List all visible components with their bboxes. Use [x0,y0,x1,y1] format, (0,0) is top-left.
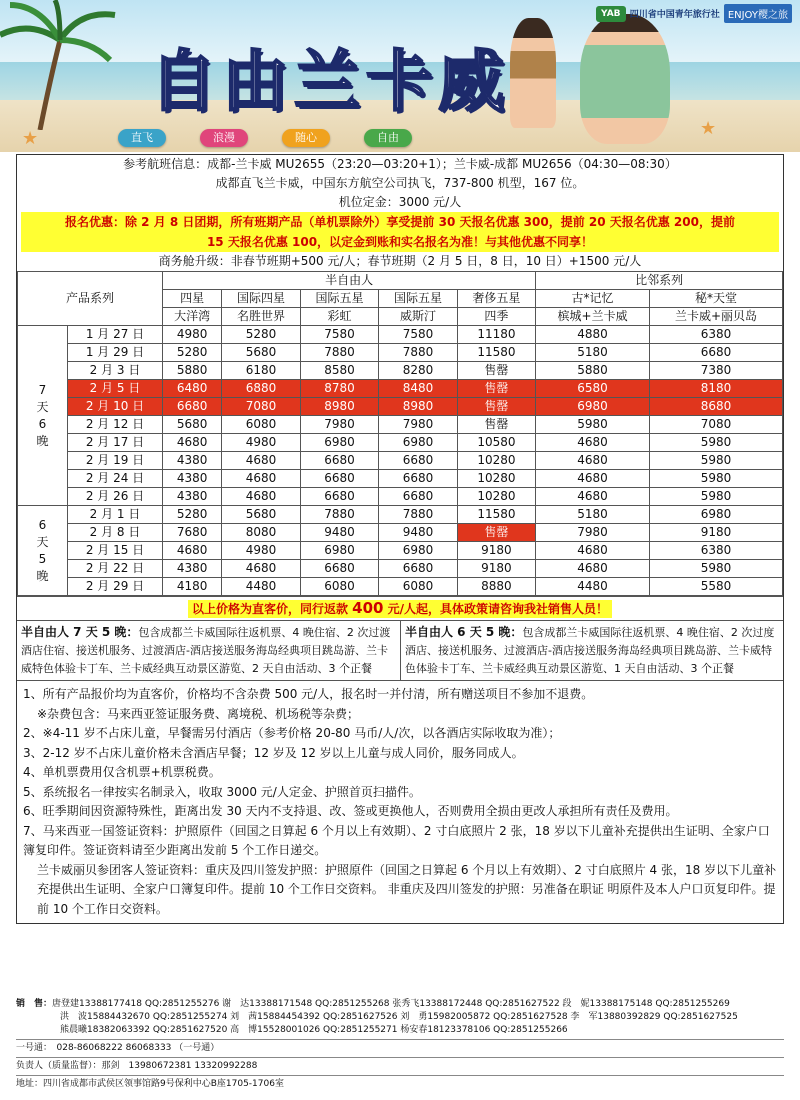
divider [16,1057,784,1058]
price-cell: 6680 [379,560,457,578]
price-cell: 8880 [457,578,535,596]
group-header-nearby: 比邻系列 [536,272,783,290]
manager-contact: 负责人（质量监督）：那剑 13980672381 13320992288 [16,1061,258,1071]
price-cell: 售罄 [457,380,535,398]
price-cell: 5280 [163,506,222,524]
price-note-highlight [188,600,612,618]
palm-tree-icon [0,0,120,130]
inclusions-7d-text: 包含成都兰卡威国际往返机票、4 晚住宿、2 次过渡酒店住宿、接送机服务、过渡酒店-酒店接送服务海岛经典项目跳岛游、兰卡威特色体验卡丁车、兰卡威经典互动景区游览、2 天自由活动、3 个正餐 [21,626,391,675]
price-row [18,578,783,596]
tag-romantic: 浪漫 [200,129,248,147]
hotel-header-line2: 兰卡威+丽贝岛 [649,308,782,326]
departure-date: 1 月 29 日 [68,344,163,362]
price-cell: 5680 [222,344,300,362]
price-cell: 6680 [379,488,457,506]
price-cell: 7980 [379,416,457,434]
term-item: 4、单机票费用仅含机票+机票税费。 [23,765,221,779]
price-cell: 8480 [379,380,457,398]
departure-date: 2 月 24 日 [68,470,163,488]
price-cell: 8980 [300,398,378,416]
duration-char: 5 [38,551,47,566]
price-cell: 4980 [163,326,222,344]
hotel-header-line2: 大洋湾 [163,308,222,326]
price-cell: 售罄 [457,524,535,542]
price-cell: 5280 [222,326,300,344]
price-cell: 4680 [163,434,222,452]
price-cell: 4680 [536,560,650,578]
price-cell: 5880 [536,362,650,380]
price-cell: 4480 [222,578,300,596]
price-cell: 6680 [300,470,378,488]
term-item: 3、2-12 岁不占床儿童价格未含酒店早餐；12 岁及 12 岁以上儿童与成人同价，服务同成人。 [23,745,524,760]
hotel-header-line1: 秘*天堂 [649,290,782,308]
price-row [18,560,783,578]
inclusions-7d [17,621,400,680]
price-cell: 9480 [300,524,378,542]
departure-date: 2 月 26 日 [68,488,163,506]
price-cell: 9480 [379,524,457,542]
promo-line-1: 报名优惠：除 2 月 8 日团期，所有班期产品（单机票除外）享受提前 30 天报名优惠 300，提前 20 天报名优惠 200，提前 [21,212,779,232]
price-cell: 5680 [163,416,222,434]
traveler-figure-dress [580,14,670,144]
price-cell: 4680 [222,470,300,488]
price-cell: 4680 [536,488,650,506]
price-cell: 6180 [222,362,300,380]
terms-section [17,680,783,923]
price-cell: 6080 [379,578,457,596]
traveler-figure [510,18,556,128]
price-row [18,452,783,470]
departure-date: 2 月 5 日 [68,380,163,398]
price-cell: 4680 [536,452,650,470]
price-row [18,380,783,398]
price-cell: 8580 [300,362,378,380]
price-cell: 6380 [649,326,782,344]
enjoy-brand: ENJOY樱之旅 [724,4,792,23]
inclusions-6d-text: 包含成都兰卡威国际往返机票、4 晚住宿、2 次过度酒店、接送机服务、过渡酒店-酒店接送服务海岛经典项目跳岛游、兰卡威特色体验卡丁车、兰卡威经典互动景区游览、1 天自由活动、3 个正餐 [405,626,775,675]
hotel-header-line2: 四季 [457,308,535,326]
price-cell: 6680 [379,452,457,470]
price-cell: 7880 [300,344,378,362]
price-cell: 6080 [222,416,300,434]
duration-char: 天 [36,534,49,549]
departure-date: 2 月 17 日 [68,434,163,452]
hotel-header-line2: 槟城+兰卡威 [536,308,650,326]
hotel-header-line2: 威斯汀 [379,308,457,326]
price-cell: 4480 [536,578,650,596]
price-cell: 7080 [222,398,300,416]
price-cell: 8080 [222,524,300,542]
price-table [17,271,783,596]
price-cell: 7880 [379,344,457,362]
sales-row-1 [16,998,784,1011]
price-cell: 11580 [457,506,535,524]
price-row [18,398,783,416]
price-cell: 5580 [649,578,782,596]
sales-row-3: 熊晨曦18382063392 QQ:2851627520 高 博15528001026 QQ:2851255271 杨安春18123378106 QQ:2851255266 [60,1025,568,1035]
departure-date: 2 月 10 日 [68,398,163,416]
deposit-info-line: 机位定金：3000 元/人 [338,195,462,209]
hotel-header-line2: 名胜世界 [222,308,300,326]
inclusions-section [17,620,783,680]
price-cell: 7980 [536,524,650,542]
price-cell: 4880 [536,326,650,344]
price-cell: 8680 [649,398,782,416]
price-cell: 4380 [163,470,222,488]
sales-label: 销 售： [16,999,53,1009]
tag-direct: 直飞 [118,129,166,147]
price-row [18,524,783,542]
price-cell: 6680 [300,452,378,470]
agency-logo-mark: YAB [596,6,626,22]
price-cell: 6980 [536,398,650,416]
inclusions-6d [400,621,783,680]
duration-char: 天 [36,399,49,414]
price-cell: 8780 [300,380,378,398]
price-cell: 4680 [222,560,300,578]
price-cell: 7880 [379,506,457,524]
price-cell: 5980 [536,416,650,434]
term-item: 2、※4-11 岁不占床儿童，早餐需另付酒店（参考价格 20-80 马币/人/次，以各酒店实际收取为准）； [23,726,561,740]
price-cell: 售罄 [457,398,535,416]
header-banner [0,0,800,152]
term-item: 1、所有产品报价均为直客价，价格均不含杂费 500 元/人，报名时一并付清，所有赠送项目不参加不退费。 [23,687,594,701]
price-cell: 4980 [222,434,300,452]
price-row [18,362,783,380]
price-cell: 7380 [649,362,782,380]
rebate-amount: 400 [352,599,384,617]
page-title: 自由兰卡威 [150,43,510,120]
price-cell: 4180 [163,578,222,596]
price-cell: 6080 [300,578,378,596]
tag-free: 自由 [364,129,412,147]
duration-char: 6 [38,416,47,431]
price-cell: 4380 [163,488,222,506]
price-cell: 4680 [536,434,650,452]
price-cell: 4380 [163,560,222,578]
price-row [18,344,783,362]
price-note-after: 元/人起，具体政策请咨询我社销售人员！ [383,602,609,616]
hotline: 一号通： 028-86068222 86068333 （一号通） [16,1043,220,1053]
price-cell: 6580 [536,380,650,398]
feature-tags [118,129,412,147]
price-row [18,416,783,434]
inclusions-7d-title: 半自由人 7 天 5 晚： [21,625,139,639]
starfish-icon: ★ [22,128,39,149]
price-row [18,488,783,506]
price-cell: 11580 [457,344,535,362]
price-cell: 6980 [379,434,457,452]
price-cell: 4680 [536,470,650,488]
price-cell: 6680 [163,398,222,416]
price-cell: 6680 [300,488,378,506]
price-cell: 7580 [379,326,457,344]
price-cell: 4380 [163,452,222,470]
main-content [16,154,784,924]
price-cell: 6980 [379,542,457,560]
price-cell: 5180 [536,506,650,524]
price-cell: 6680 [379,470,457,488]
price-cell: 11180 [457,326,535,344]
price-row [18,542,783,560]
departure-date: 2 月 12 日 [68,416,163,434]
price-cell: 5980 [649,452,782,470]
term-item: 6、旺季期间因资源特殊性，距离出发 30 天内不支持退、改、签或更换他人，否则费用全损由更改人承担所有责任及费用。 [23,804,678,818]
address: 地址：四川省成都市武侯区领事馆路9号保利中心B座1705-1706室 [16,1079,284,1089]
price-cell: 6680 [649,344,782,362]
price-cell: 5180 [536,344,650,362]
price-row [18,506,783,524]
divider [16,1039,784,1040]
duration-char: 晚 [36,568,49,583]
price-row [18,470,783,488]
sales-contacts-1: 唐登建13388177418 QQ:2851255276 谢 达13388171548 QQ:2851255268 张秀飞13388172448 QQ:2851627522 段 妮13388175148 QQ:2851255269 [52,999,730,1009]
price-cell: 9180 [649,524,782,542]
price-cell: 10280 [457,470,535,488]
departure-date: 1 月 27 日 [68,326,163,344]
price-cell: 6880 [222,380,300,398]
departure-date: 2 月 1 日 [68,506,163,524]
duration-char: 7 [38,382,47,397]
inclusions-6d-title: 半自由人 6 天 5 晚： [405,625,523,639]
departure-date: 2 月 29 日 [68,578,163,596]
hotel-header-line1: 国际五星 [379,290,457,308]
price-cell: 10280 [457,452,535,470]
price-cell: 5880 [163,362,222,380]
group-header-self: 半自由人 [163,272,536,290]
duration-char: 晚 [36,433,49,448]
price-cell: 售罄 [457,362,535,380]
price-cell: 8180 [649,380,782,398]
series-header: 产品系列 [18,272,163,326]
price-note-before: 以上价格为直客价，同行返款 [191,602,353,616]
price-cell: 6980 [649,506,782,524]
price-cell: 6480 [163,380,222,398]
price-cell: 8980 [379,398,457,416]
price-cell: 5980 [649,434,782,452]
promo-line-2: 15 天报名优惠 100，以定金到账和实名报名为准！与其他优惠不同享！ [21,232,779,252]
price-cell: 5980 [649,488,782,506]
hotel-header-line1: 奢侈五星 [457,290,535,308]
departure-date: 2 月 19 日 [68,452,163,470]
duration-label [18,506,68,596]
price-cell: 10580 [457,434,535,452]
divider [16,1075,784,1076]
price-cell: 6380 [649,542,782,560]
hotel-header-line1: 四星 [163,290,222,308]
price-cell: 7080 [649,416,782,434]
aircraft-info-line: 成都直飞兰卡威，中国东方航空公司执飞，737-800 机型，167 位。 [215,176,585,190]
duration-label [18,326,68,506]
hotel-header-line1: 国际五星 [300,290,378,308]
departure-date: 2 月 22 日 [68,560,163,578]
contacts-section [16,998,784,1091]
price-cell: 6680 [300,560,378,578]
price-row [18,326,783,344]
departure-date: 2 月 15 日 [68,542,163,560]
term-item: 7、马来西亚一国签证资料：护照原件（回国之日算起 6 个月以上有效期）、2 寸白底照片 2 张，18 岁以下儿童补充提供出生证明、全家户口簿复印件。签证资料请至少距离出发前 5 个工作日递交。 [23,823,770,857]
price-cell: 6980 [300,434,378,452]
price-cell: 5680 [222,506,300,524]
price-row [18,434,783,452]
hotel-header-line1: 国际四星 [222,290,300,308]
price-cell: 4680 [163,542,222,560]
price-cell: 8280 [379,362,457,380]
price-cell: 9180 [457,560,535,578]
price-cell: 5980 [649,560,782,578]
price-cell: 4680 [222,488,300,506]
departure-date: 2 月 3 日 [68,362,163,380]
term-item: 5、系统报名一律按实名制录入，收取 3000 元/人定金、护照首页扫描件。 [23,784,421,799]
price-cell: 6980 [300,542,378,560]
price-cell: 4680 [222,452,300,470]
term-item: 兰卡威丽贝参团客人签证资料：重庆及四川签发护照：护照原件（回国之日算起 6 个月以上有效期）、2 寸白底照片 4 张，18 岁以下儿童补充提供出生证明、全家户口簿复印件。提前 10 个工作日交资料。 非重庆及四川签发的护照：另准备在职证 明原件及本人户口页复印件。提前 10 个工作日交资料。 [37,862,777,916]
price-cell: 售罄 [457,416,535,434]
business-class-line: 商务舱升级：非春节班期+500 元/人；春节班期（2 月 5 日，8 日，10 日）+1500 元/人 [158,254,642,268]
duration-char: 6 [38,517,47,532]
tag-casual: 随心 [282,129,330,147]
price-cell: 7680 [163,524,222,542]
price-cell: 9180 [457,542,535,560]
term-item: ※杂费包含：马来西亚签证服务费、离境税、机场税等杂费； [37,706,360,721]
price-cell: 7580 [300,326,378,344]
price-cell: 5980 [649,470,782,488]
departure-date: 2 月 8 日 [68,524,163,542]
price-cell: 4980 [222,542,300,560]
price-note [17,596,783,620]
flight-info-line: 参考航班信息：成都-兰卡威 MU2655（23:20—03:20+1）；兰卡威-成都 MU2656（04:30—08:30） [123,157,677,171]
sales-row-2: 洪 波15884432670 QQ:2851255274 刘 茜15884454392 QQ:2851627526 刘 勇15982005872 QQ:2851627528 李 军13880392829 QQ:2851627525 [60,1012,738,1022]
hotel-header-line2: 彩虹 [300,308,378,326]
agency-logo [596,4,792,23]
price-cell: 4680 [536,542,650,560]
starfish-icon: ★ [700,118,717,139]
agency-name: 四川省中国青年旅行社 [629,10,720,20]
hotel-header-line1: 古*记忆 [536,290,650,308]
price-cell: 5280 [163,344,222,362]
price-cell: 10280 [457,488,535,506]
price-cell: 7980 [300,416,378,434]
price-cell: 7880 [300,506,378,524]
